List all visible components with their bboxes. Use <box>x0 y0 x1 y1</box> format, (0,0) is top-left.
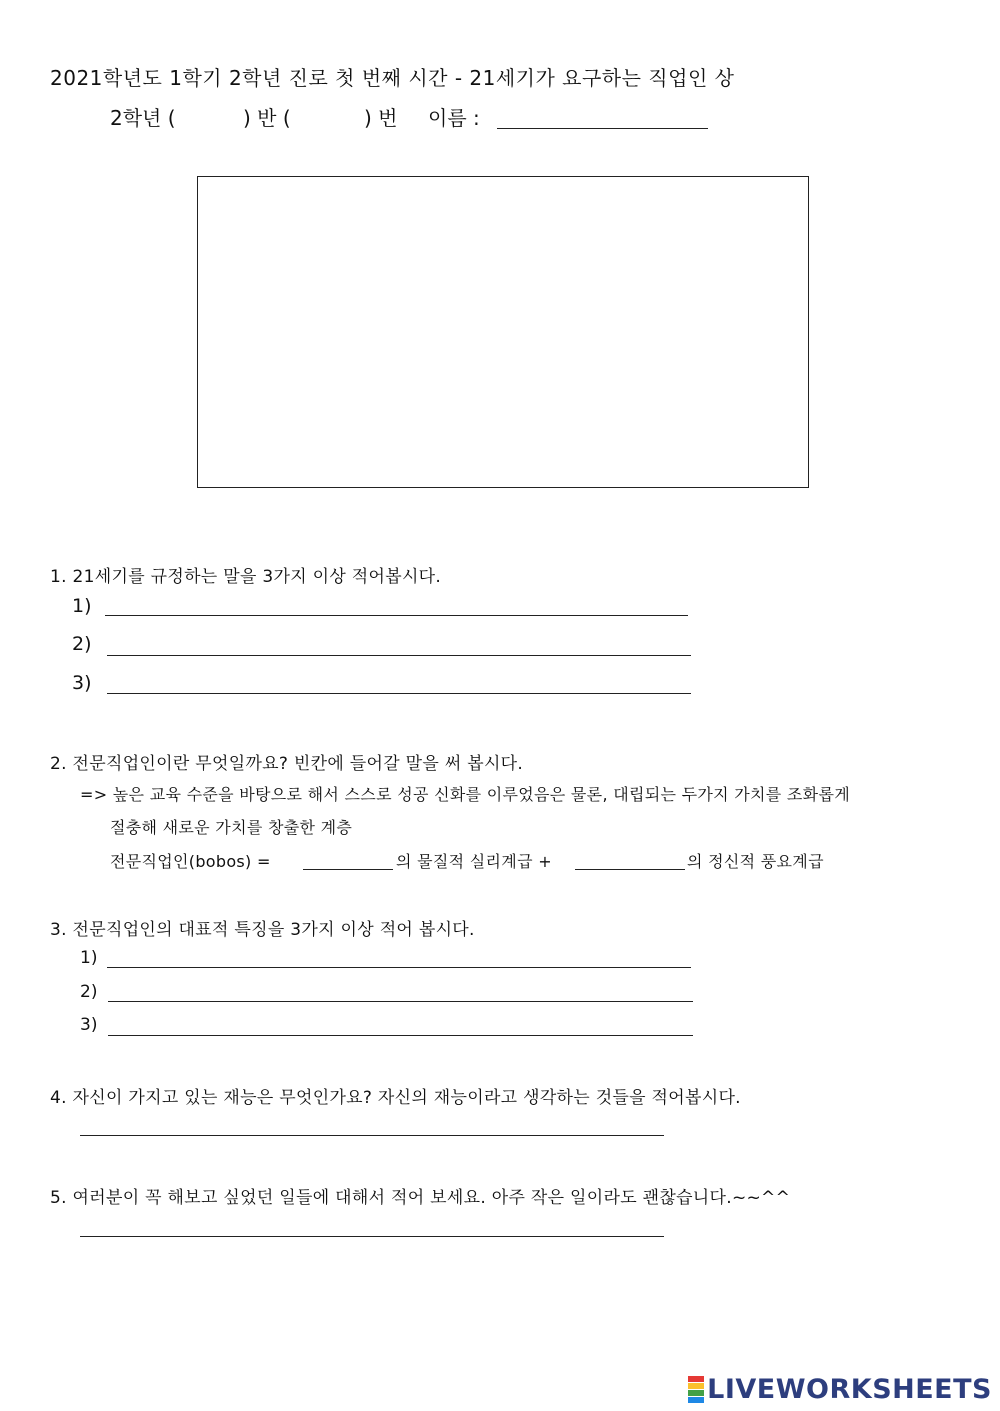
grade-label: 2학년 ( <box>110 106 176 130</box>
question-4: 4. 자신이 가지고 있는 재능은 무엇인가요? 자신의 재능이라고 생각하는 것들을 적어봅시다. <box>50 1088 741 1108</box>
class-label: ) 반 ( <box>243 106 291 130</box>
q2-blank-1[interactable] <box>303 869 393 870</box>
q1-item-label: 3) <box>72 672 92 694</box>
question-5: 5. 여러분이 꼭 해보고 싶었던 일들에 대해서 적어 보세요. 아주 작은 일이라도 괜찮습니다.~~^^ <box>50 1188 791 1208</box>
logo-text: LIVEWORKSHEETS <box>707 1374 992 1405</box>
q3-item-label: 1) <box>80 948 98 968</box>
q3-answer-line-3[interactable] <box>108 1035 693 1036</box>
q3-answer-line-1[interactable] <box>107 967 691 968</box>
q1-item-label: 2) <box>72 633 92 655</box>
drawing-box[interactable] <box>197 176 809 488</box>
question-1: 1. 21세기를 규정하는 말을 3가지 이상 적어봅시다. <box>50 567 442 587</box>
q1-answer-line-3[interactable] <box>107 693 691 694</box>
logo-bar <box>688 1397 704 1403</box>
q2-description-line2: 절충해 새로운 가치를 창출한 계층 <box>110 818 353 837</box>
number-label: ) 번 <box>364 106 398 130</box>
question-2: 2. 전문직업인이란 무엇일까요? 빈칸에 들어갈 말을 써 봅시다. <box>50 754 524 774</box>
name-label: 이름 : <box>428 106 480 130</box>
q2-blank-2[interactable] <box>575 869 685 870</box>
q2-formula-prefix: 전문직업인(bobos) = <box>110 852 271 871</box>
q2-formula-mid: 의 물질적 실리계급 + <box>396 852 552 871</box>
question-3: 3. 전문직업인의 대표적 특징을 3가지 이상 적어 봅시다. <box>50 920 475 940</box>
name-answer-line[interactable] <box>497 128 708 129</box>
logo-bar <box>688 1383 704 1389</box>
q3-answer-line-2[interactable] <box>108 1001 693 1002</box>
logo-mark-icon <box>688 1376 704 1404</box>
q4-answer-line[interactable] <box>80 1135 664 1136</box>
q2-formula-end: 의 정신적 풍요계급 <box>687 852 824 871</box>
logo-bar <box>688 1376 704 1382</box>
q1-answer-line-1[interactable] <box>105 615 688 616</box>
q3-item-label: 3) <box>80 1015 98 1035</box>
worksheet-title: 2021학년도 1학기 2학년 진로 첫 번째 시간 - 21세기가 요구하는 직업인 상 <box>50 66 735 90</box>
q3-item-label: 2) <box>80 982 98 1002</box>
liveworksheets-logo <box>688 1374 992 1405</box>
q5-answer-line[interactable] <box>80 1236 664 1237</box>
q2-description-line1: => 높은 교육 수준을 바탕으로 해서 스스로 성공 신화를 이루었음은 물론, 대립되는 두가지 가치를 조화롭게 <box>80 785 850 804</box>
logo-bar <box>688 1390 704 1396</box>
q1-item-label: 1) <box>72 595 92 617</box>
q1-answer-line-2[interactable] <box>107 655 691 656</box>
